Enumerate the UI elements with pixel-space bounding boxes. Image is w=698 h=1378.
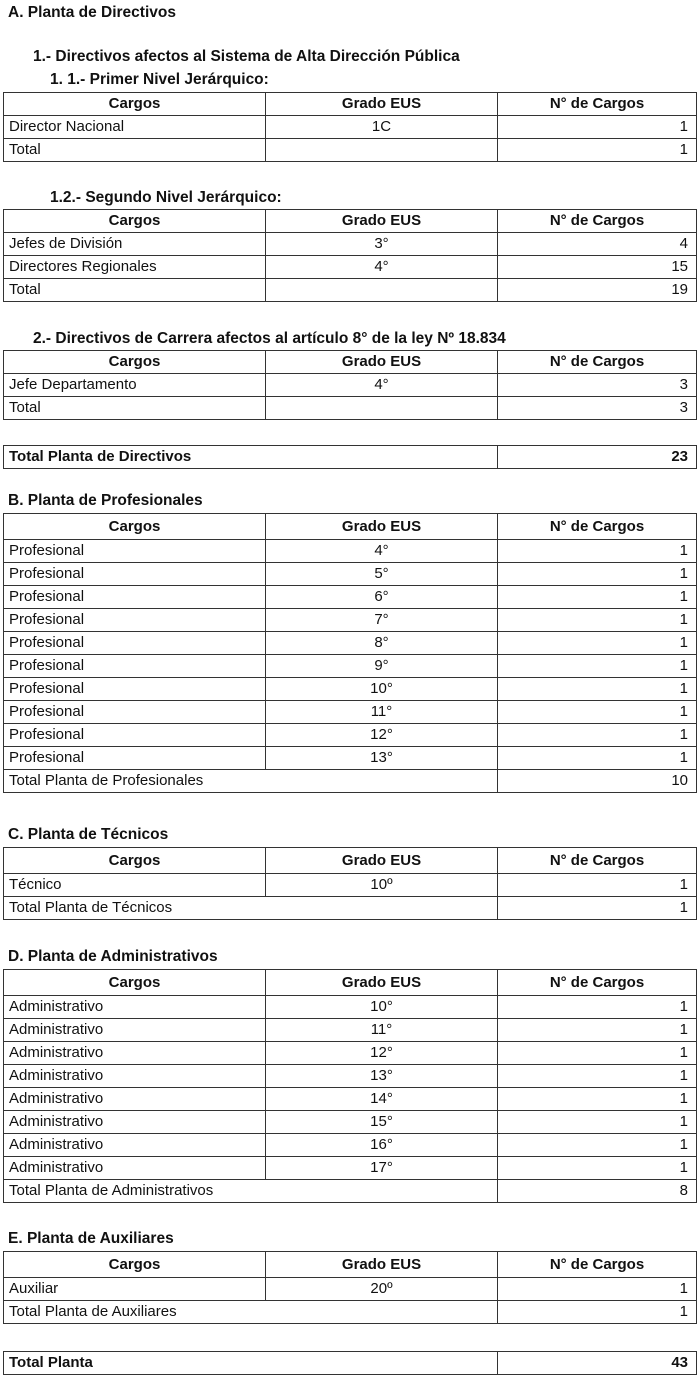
cell-n-cargos: 19	[498, 279, 697, 302]
cell-cargo: Administrativo	[4, 1065, 266, 1088]
cell-grado: 12°	[266, 1042, 498, 1065]
cell-cargo: Profesional	[4, 655, 266, 678]
cell-n-cargos: 1	[498, 1042, 697, 1065]
cell-grado: 10º	[266, 874, 498, 897]
cell-cargo: Directores Regionales	[4, 256, 266, 279]
cell-n-cargos: 1	[498, 1065, 697, 1088]
total-value: 1	[498, 1301, 697, 1324]
cell-grado: 14°	[266, 1088, 498, 1111]
cell-cargo: Jefes de División	[4, 233, 266, 256]
cell-grado: 3°	[266, 233, 498, 256]
table-row	[4, 655, 697, 678]
total-label: Total Planta de Profesionales	[4, 770, 498, 793]
cell-grado: 4°	[266, 256, 498, 279]
total-directivos-label: Total Planta de Directivos	[4, 446, 498, 469]
cell-grado: 13°	[266, 747, 498, 770]
cell-cargo: Administrativo	[4, 1042, 266, 1065]
table-a2	[3, 350, 697, 420]
cell-grado: 16°	[266, 1134, 498, 1157]
cell-n-cargos: 1	[498, 1088, 697, 1111]
cell-n-cargos: 1	[498, 874, 697, 897]
table-row	[4, 609, 697, 632]
table-row	[4, 540, 697, 563]
table-header-row	[4, 970, 697, 996]
total-directivos-value: 23	[498, 446, 697, 469]
cell-n-cargos: 1	[498, 1019, 697, 1042]
cell-n-cargos: 1	[498, 139, 697, 162]
cell-cargo: Profesional	[4, 563, 266, 586]
table-e	[3, 1251, 697, 1324]
cell-cargo: Total	[4, 279, 266, 302]
header-n-cargos: N° de Cargos	[498, 351, 697, 374]
table-header-row	[4, 351, 697, 374]
cell-n-cargos: 1	[498, 586, 697, 609]
cell-n-cargos: 3	[498, 397, 697, 420]
cell-n-cargos: 1	[498, 1134, 697, 1157]
section-a-title: A. Planta de Directivos	[8, 4, 176, 21]
cell-n-cargos: 1	[498, 655, 697, 678]
cell-n-cargos: 4	[498, 233, 697, 256]
cell-n-cargos: 15	[498, 256, 697, 279]
header-grado: Grado EUS	[266, 351, 498, 374]
cell-n-cargos: 1	[498, 540, 697, 563]
cell-cargo: Administrativo	[4, 1111, 266, 1134]
table-c	[3, 847, 697, 920]
cell-cargo: Jefe Departamento	[4, 374, 266, 397]
table-row	[4, 1157, 697, 1180]
table-row	[4, 116, 697, 139]
header-n-cargos: N° de Cargos	[498, 1252, 697, 1278]
cell-cargo: Administrativo	[4, 1157, 266, 1180]
header-grado: Grado EUS	[266, 210, 498, 233]
table-row	[4, 724, 697, 747]
cell-cargo: Administrativo	[4, 1019, 266, 1042]
cell-cargo: Profesional	[4, 724, 266, 747]
table-header-row	[4, 1252, 697, 1278]
header-n-cargos: N° de Cargos	[498, 210, 697, 233]
cell-n-cargos: 1	[498, 678, 697, 701]
cell-grado: 12°	[266, 724, 498, 747]
total-planta-value: 43	[498, 1352, 697, 1375]
cell-grado: 8°	[266, 632, 498, 655]
cell-grado	[266, 139, 498, 162]
table-row	[4, 1042, 697, 1065]
total-planta-label: Total Planta	[4, 1352, 498, 1375]
table-row	[4, 233, 697, 256]
cell-n-cargos: 1	[498, 1278, 697, 1301]
total-directivos-table	[3, 445, 697, 469]
section-c-title: C. Planta de Técnicos	[8, 826, 169, 843]
table-total-row	[4, 897, 697, 920]
cell-grado: 10°	[266, 996, 498, 1019]
total-value: 8	[498, 1180, 697, 1203]
table-row	[4, 747, 697, 770]
header-cargos: Cargos	[4, 351, 266, 374]
table-row	[4, 397, 697, 420]
cell-cargo: Profesional	[4, 586, 266, 609]
table-row	[4, 256, 697, 279]
cell-cargo: Profesional	[4, 747, 266, 770]
header-n-cargos: N° de Cargos	[498, 970, 697, 996]
header-grado: Grado EUS	[266, 93, 498, 116]
total-planta-table	[3, 1351, 697, 1375]
cell-grado: 5°	[266, 563, 498, 586]
table-row	[4, 701, 697, 724]
table-row	[4, 1134, 697, 1157]
cell-grado: 11°	[266, 701, 498, 724]
cell-cargo: Total	[4, 139, 266, 162]
cell-cargo: Administrativo	[4, 996, 266, 1019]
section-b-title: B. Planta de Profesionales	[8, 492, 203, 509]
cell-grado: 4°	[266, 374, 498, 397]
total-label: Total Planta de Administrativos	[4, 1180, 498, 1203]
table-a12	[3, 209, 697, 302]
cell-n-cargos: 1	[498, 609, 697, 632]
table-header-row	[4, 210, 697, 233]
cell-grado: 9°	[266, 655, 498, 678]
table-row	[4, 139, 697, 162]
table-b	[3, 513, 697, 793]
cell-grado	[266, 279, 498, 302]
header-grado: Grado EUS	[266, 970, 498, 996]
cell-n-cargos: 1	[498, 724, 697, 747]
cell-grado: 15°	[266, 1111, 498, 1134]
cell-n-cargos: 1	[498, 996, 697, 1019]
table-a11	[3, 92, 697, 162]
table-row	[4, 1065, 697, 1088]
cell-n-cargos: 1	[498, 1111, 697, 1134]
total-value: 10	[498, 770, 697, 793]
table-row	[4, 586, 697, 609]
cell-cargo: Profesional	[4, 632, 266, 655]
cell-cargo: Profesional	[4, 609, 266, 632]
cell-grado: 17°	[266, 1157, 498, 1180]
section-a11-title: 1. 1.- Primer Nivel Jerárquico:	[50, 71, 269, 88]
cell-grado: 10°	[266, 678, 498, 701]
header-n-cargos: N° de Cargos	[498, 848, 697, 874]
table-total-row	[4, 770, 697, 793]
table-row	[4, 678, 697, 701]
header-cargos: Cargos	[4, 514, 266, 540]
cell-cargo: Administrativo	[4, 1134, 266, 1157]
table-total-row	[4, 1180, 697, 1203]
cell-grado: 6°	[266, 586, 498, 609]
cell-n-cargos: 1	[498, 747, 697, 770]
cell-grado: 4°	[266, 540, 498, 563]
header-cargos: Cargos	[4, 970, 266, 996]
cell-grado: 20º	[266, 1278, 498, 1301]
header-grado: Grado EUS	[266, 848, 498, 874]
table-header-row	[4, 93, 697, 116]
total-label: Total Planta de Auxiliares	[4, 1301, 498, 1324]
table-row	[4, 1278, 697, 1301]
table-row	[4, 1019, 697, 1042]
table-row	[4, 996, 697, 1019]
cell-grado: 7°	[266, 609, 498, 632]
header-cargos: Cargos	[4, 1252, 266, 1278]
table-row	[4, 1111, 697, 1134]
cell-cargo: Director Nacional	[4, 116, 266, 139]
cell-cargo: Técnico	[4, 874, 266, 897]
cell-n-cargos: 1	[498, 116, 697, 139]
table-row	[4, 563, 697, 586]
section-a12-title: 1.2.- Segundo Nivel Jerárquico:	[50, 189, 282, 206]
section-e-title: E. Planta de Auxiliares	[8, 1230, 174, 1247]
cell-grado	[266, 397, 498, 420]
table-row	[4, 632, 697, 655]
header-grado: Grado EUS	[266, 514, 498, 540]
table-d	[3, 969, 697, 1203]
header-cargos: Cargos	[4, 848, 266, 874]
section-d-title: D. Planta de Administrativos	[8, 948, 218, 965]
table-row	[4, 374, 697, 397]
table-header-row	[4, 848, 697, 874]
cell-n-cargos: 1	[498, 563, 697, 586]
section-a1-title: 1.- Directivos afectos al Sistema de Alta Dirección Pública	[33, 48, 460, 65]
cell-n-cargos: 3	[498, 374, 697, 397]
cell-grado: 13°	[266, 1065, 498, 1088]
cell-cargo: Profesional	[4, 701, 266, 724]
cell-n-cargos: 1	[498, 701, 697, 724]
cell-cargo: Auxiliar	[4, 1278, 266, 1301]
cell-grado: 11°	[266, 1019, 498, 1042]
table-header-row	[4, 514, 697, 540]
header-n-cargos: N° de Cargos	[498, 514, 697, 540]
section-a2-title: 2.- Directivos de Carrera afectos al artículo 8° de la ley Nº 18.834	[33, 330, 506, 347]
table-row	[4, 874, 697, 897]
header-cargos: Cargos	[4, 93, 266, 116]
cell-grado: 1C	[266, 116, 498, 139]
total-label: Total Planta de Técnicos	[4, 897, 498, 920]
cell-n-cargos: 1	[498, 632, 697, 655]
cell-cargo: Administrativo	[4, 1088, 266, 1111]
table-row	[4, 279, 697, 302]
table-row	[4, 1088, 697, 1111]
cell-cargo: Total	[4, 397, 266, 420]
table-total-row	[4, 1301, 697, 1324]
cell-n-cargos: 1	[498, 1157, 697, 1180]
header-n-cargos: N° de Cargos	[498, 93, 697, 116]
cell-cargo: Profesional	[4, 540, 266, 563]
cell-cargo: Profesional	[4, 678, 266, 701]
total-value: 1	[498, 897, 697, 920]
header-grado: Grado EUS	[266, 1252, 498, 1278]
header-cargos: Cargos	[4, 210, 266, 233]
